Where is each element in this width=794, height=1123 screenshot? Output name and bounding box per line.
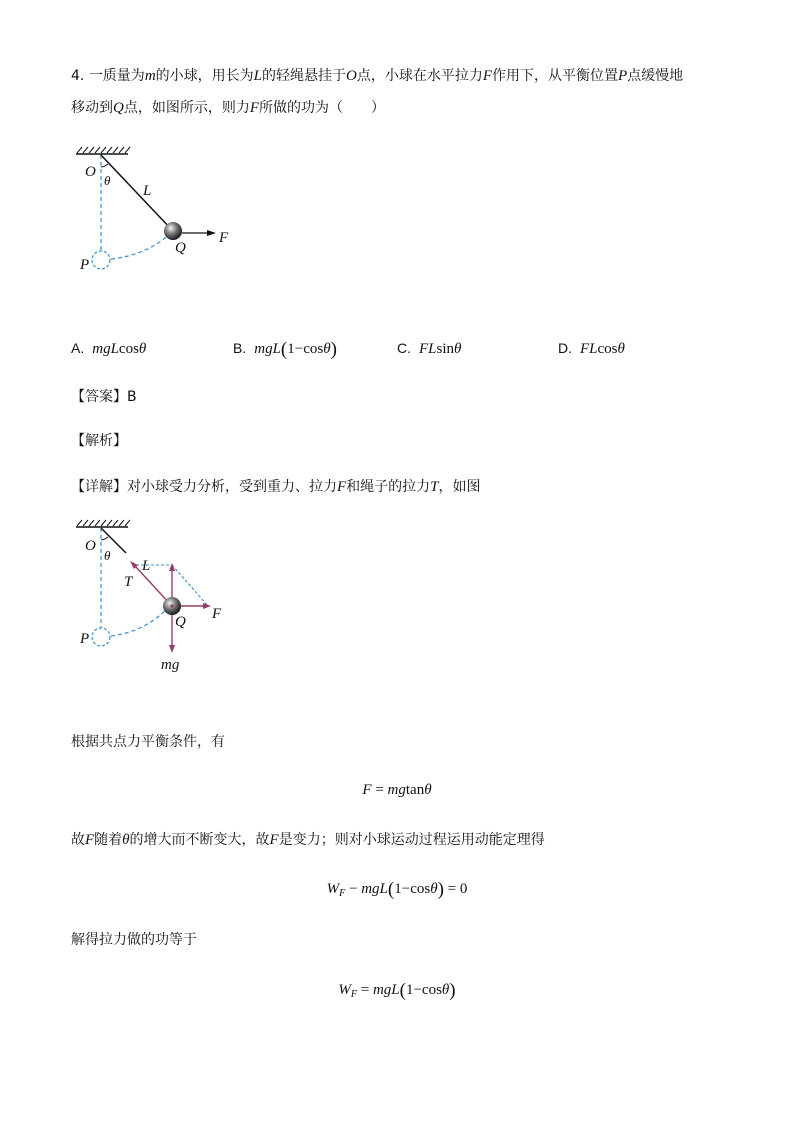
ceiling: [76, 147, 130, 154]
string: [101, 155, 172, 230]
label-Q: Q: [175, 614, 186, 630]
equation-2: $W_F - mgL(1-\cos\theta) = 0$: [326, 879, 468, 900]
ball-at-P: [92, 628, 110, 646]
arc-path: [111, 610, 166, 636]
analysis-tag: 【解析】: [71, 433, 127, 449]
option-c[interactable]: C. FLsinθ: [397, 340, 462, 357]
label-T: T: [124, 574, 133, 590]
question-number: 4.: [71, 68, 85, 84]
ball-at-Q: [164, 222, 182, 240]
label-Q: Q: [175, 240, 186, 256]
label-F: F: [219, 230, 229, 246]
force-F-arrowhead: [203, 603, 211, 609]
force-diagram-figure: [68, 518, 248, 678]
paragraph-solve: 解得拉力做的功等于: [71, 932, 197, 948]
answer-line: [71, 387, 137, 407]
angle-mark: [101, 164, 108, 167]
label-O: O: [85, 538, 96, 554]
equation-3: $W_F = mgL(1-\cos\theta)$: [338, 980, 456, 1001]
label-L: L: [142, 558, 151, 574]
answer-value: B: [127, 389, 137, 405]
label-P: P: [80, 631, 90, 647]
equation-1: F = mgtanθ: [362, 782, 432, 798]
arc-path: [111, 232, 172, 259]
label-theta: θ: [104, 548, 111, 563]
center-dot: [170, 604, 173, 607]
paragraph-equilibrium: 根据共点力平衡条件，有: [71, 734, 225, 750]
ball-at-P: [92, 251, 110, 269]
label-L: L: [143, 183, 152, 199]
detail-line: 【详解】对小球受力分析，受到重力、拉力F和绳子的拉力T，如图: [71, 479, 481, 495]
paragraph-variable-force: 故F随着θ的增大而不断变大，故F是变力；则对小球运动过程运用动能定理得: [71, 832, 545, 848]
angle-mark: [101, 537, 108, 540]
label-P: P: [80, 257, 90, 273]
label-mg: mg: [161, 657, 180, 673]
option-b[interactable]: B. mgL(1−cosθ): [233, 339, 337, 360]
force-F-arrowhead: [207, 230, 216, 236]
detail-tag: 【详解】: [71, 479, 127, 495]
question-line-1: 4. 一质量为m的小球，用长为L的轻绳悬挂于O点，小球在水平拉力F作用下，从平衡位置P点缓慢地: [71, 68, 684, 84]
option-a[interactable]: A. mgLcosθ: [71, 340, 147, 357]
answer-tag: 【答案】: [71, 389, 127, 405]
pendulum-figure: [68, 145, 248, 280]
question-line-2: 移动到Q点，如图所示，则力F所做的功为（ ）: [71, 100, 386, 116]
label-O: O: [85, 164, 96, 180]
option-d[interactable]: D. FLcosθ: [558, 340, 625, 357]
ceiling: [76, 520, 130, 527]
label-F: F: [212, 606, 222, 622]
gravity-mg-arrowhead: [169, 645, 175, 653]
label-theta: θ: [104, 173, 111, 188]
